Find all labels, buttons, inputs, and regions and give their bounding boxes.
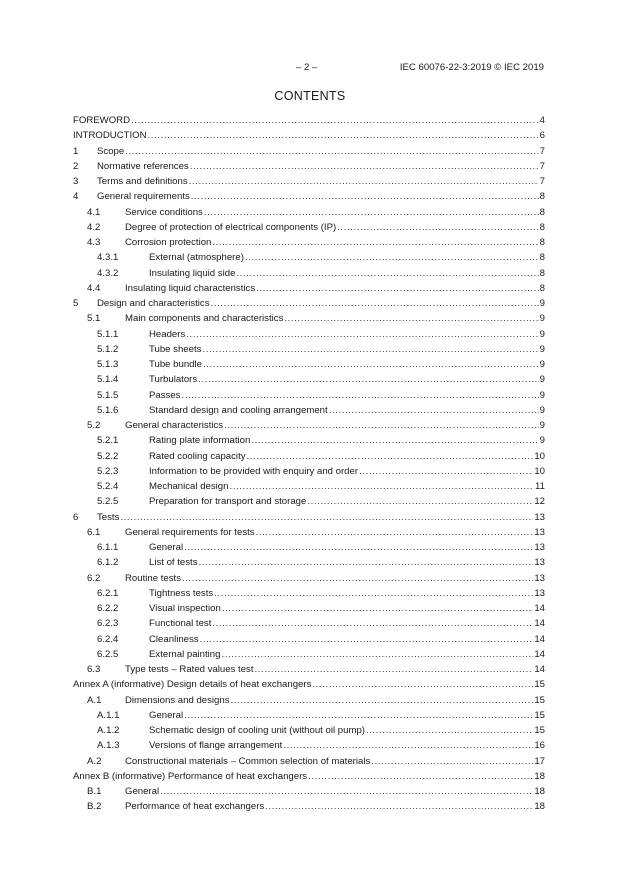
toc-dot-leader: [283, 738, 533, 753]
toc-entry-title: Corrosion protection: [125, 235, 212, 250]
toc-entry-page: 13: [533, 571, 545, 586]
toc-entry-page: 8: [539, 235, 545, 250]
toc-entry-page: 14: [533, 632, 545, 647]
standard-reference: IEC 60076-22-3:2019 © IEC 2019: [399, 62, 544, 73]
toc-entry-title: General: [125, 784, 160, 799]
toc-entry-page: 9: [539, 372, 545, 387]
toc-entry-number: A.1.3: [97, 740, 120, 752]
toc-entry-page: 12: [533, 494, 545, 509]
toc-entry-page: 6: [539, 128, 545, 143]
toc-entry-title: Performance of heat exchangers: [125, 799, 265, 814]
toc-entry-page: 9: [539, 311, 545, 326]
toc-entry-title: Headers: [149, 327, 186, 342]
toc-entry-page: 9: [539, 418, 545, 433]
toc-entry-title: Routine tests: [125, 571, 182, 586]
toc-entry-number: 4.3.2: [97, 267, 119, 279]
toc-dot-leader: [199, 555, 534, 570]
toc-entry-page: 8: [539, 189, 545, 204]
toc-entry-number: 6.2: [87, 572, 101, 584]
toc-dot-leader: [186, 327, 538, 342]
toc-entry-number: 6: [73, 511, 79, 523]
toc-entry-page: 9: [539, 403, 545, 418]
toc-dot-leader: [256, 281, 539, 296]
toc-dot-leader: [203, 357, 539, 372]
toc-entry[interactable]: [73, 342, 545, 357]
toc-entry-page: 13: [533, 525, 545, 540]
toc-entry-page: 18: [533, 799, 545, 814]
toc-entry[interactable]: [73, 784, 545, 799]
toc-dot-leader: [212, 235, 538, 250]
toc-entry-title: Dimensions and designs: [125, 693, 231, 708]
toc-entry-title: Main components and characteristics: [125, 311, 284, 326]
toc-entry[interactable]: [73, 311, 545, 326]
toc-entry-page: 15: [533, 693, 545, 708]
toc-entry-number: 2: [73, 160, 79, 172]
toc-entry-title: General: [149, 540, 184, 555]
toc-entry-page: 15: [533, 708, 545, 723]
toc-dot-leader: [284, 311, 538, 326]
toc-entry-number: 4.2: [87, 221, 101, 233]
toc-entry-number: A.1.2: [97, 725, 120, 736]
toc-dot-leader: [182, 571, 533, 586]
toc-entry[interactable]: [73, 616, 545, 631]
toc-entry-title: Design and characteristics: [97, 296, 211, 311]
toc-entry-number: 5.2.4: [97, 481, 119, 492]
toc-entry-page: 13: [533, 540, 545, 555]
toc-entry-page: 10: [533, 449, 545, 464]
toc-entry-page: 7: [539, 174, 545, 189]
toc-entry-page: 11: [534, 479, 545, 494]
toc-entry-page: 9: [539, 388, 545, 403]
toc-dot-leader: [236, 266, 538, 281]
toc-entry[interactable]: [73, 494, 545, 509]
toc-entry-title: Constructional materials – Common selection of materials: [125, 754, 371, 769]
toc-entry-number: 3: [73, 176, 79, 187]
toc-dot-leader: [359, 464, 533, 479]
toc-entry-number: 1: [73, 145, 79, 157]
toc-dot-leader: [184, 708, 533, 723]
toc-dot-leader: [231, 693, 534, 708]
toc-entry[interactable]: [73, 708, 545, 723]
toc-entry-title: Visual inspection: [149, 601, 222, 616]
toc-dot-leader: [308, 769, 533, 784]
toc-entry-number: 5.1.4: [97, 374, 119, 386]
toc-entry-title: Tube bundle: [149, 357, 203, 372]
toc-entry-number: 5.2.3: [97, 465, 119, 477]
toc-entry-number: 5.2.2: [97, 450, 119, 462]
toc-entry[interactable]: [73, 449, 545, 464]
toc-entry-title: Terms and definitions: [97, 174, 189, 189]
toc-entry-page: 18: [533, 769, 545, 784]
toc-entry-number: 4.1: [87, 206, 101, 218]
toc-entry[interactable]: [73, 647, 545, 662]
toc-entry[interactable]: [73, 372, 545, 387]
toc-entry-number: 5.1.3: [97, 359, 119, 370]
toc-entry-number: 6.1: [87, 526, 101, 538]
toc-entry-page: 14: [533, 616, 545, 631]
toc-entry[interactable]: [73, 571, 545, 586]
toc-entry-page: 13: [533, 510, 545, 525]
toc-entry[interactable]: [73, 586, 545, 601]
toc-entry-number: A.1: [87, 694, 102, 706]
toc-dot-leader: [312, 677, 533, 692]
toc-entry[interactable]: [73, 464, 545, 479]
toc-entry[interactable]: [73, 174, 545, 189]
toc-entry[interactable]: [73, 601, 545, 616]
toc-entry-title: Preparation for transport and storage: [149, 494, 307, 509]
toc-entry-title: Annex B (informative) Performance of heat exchangers: [73, 769, 308, 784]
toc-entry[interactable]: [73, 113, 545, 128]
toc-entry[interactable]: [73, 159, 545, 174]
toc-entry-number: 6.1.1: [97, 542, 119, 553]
toc-entry[interactable]: [73, 540, 545, 555]
toc-entry-page: 8: [539, 250, 545, 265]
toc-entry[interactable]: [73, 357, 545, 372]
toc-entry[interactable]: [73, 296, 545, 311]
toc-dot-leader: [256, 525, 534, 540]
toc-entry[interactable]: [73, 418, 545, 433]
toc-entry-title: INTRODUCTION: [73, 128, 148, 143]
toc-entry-number: B.2: [87, 801, 102, 813]
toc-entry-number: A.2: [87, 755, 102, 767]
toc-entry-title: Scope: [97, 144, 125, 159]
toc-entry-page: 9: [539, 433, 545, 448]
toc-entry-title: Turbulators: [149, 372, 198, 387]
toc-entry-number: 5.1.6: [97, 404, 119, 416]
toc-dot-leader: [202, 342, 538, 357]
toc-entry-title: Tests: [97, 510, 120, 525]
toc-entry-title: Functional test: [149, 616, 212, 631]
toc-entry-number: 6.3: [87, 664, 101, 675]
toc-entry[interactable]: [73, 769, 545, 784]
toc-entry[interactable]: [73, 403, 545, 418]
toc-entry-title: Tube sheets: [149, 342, 202, 357]
toc-entry-number: B.1: [87, 786, 102, 797]
toc-entry[interactable]: [73, 235, 545, 250]
toc-entry-title: Annex A (informative) Design details of heat exchangers: [73, 677, 312, 692]
toc-entry-number: 6.1.2: [97, 557, 119, 569]
toc-entry-title: General: [149, 708, 184, 723]
toc-dot-leader: [307, 494, 533, 509]
toc-dot-leader: [204, 205, 539, 220]
toc-dot-leader: [229, 479, 534, 494]
toc-entry-title: Passes: [149, 388, 181, 403]
toc-entry[interactable]: [73, 754, 545, 769]
toc-entry-title: External (atmosphere): [149, 250, 245, 265]
toc-entry[interactable]: [73, 555, 545, 570]
toc-entry-number: 4.4: [87, 282, 101, 294]
page-title: CONTENTS: [274, 89, 346, 103]
toc-entry-page: 7: [539, 159, 545, 174]
toc-entry-page: 8: [539, 281, 545, 296]
toc-dot-leader: [160, 784, 533, 799]
toc-entry-page: 17: [533, 754, 545, 769]
toc-entry-title: General requirements for tests: [125, 525, 256, 540]
toc-dot-leader: [329, 403, 539, 418]
toc-entry-number: 5.2.1: [97, 435, 119, 447]
toc-dot-leader: [200, 632, 534, 647]
toc-entry-number: 4.3.1: [97, 252, 119, 264]
toc-entry-page: 18: [533, 784, 545, 799]
toc-dot-leader: [214, 586, 533, 601]
toc-entry-number: 5: [73, 298, 79, 309]
toc-entry[interactable]: [73, 189, 545, 204]
toc-entry-title: Schematic design of cooling unit (without oil pump): [149, 723, 366, 738]
toc-entry-page: 10: [533, 464, 545, 479]
toc-entry[interactable]: [73, 205, 545, 220]
toc-entry-number: 5.1.5: [97, 389, 119, 401]
toc-entry-title: General characteristics: [125, 418, 224, 433]
toc-entry[interactable]: [73, 327, 545, 342]
toc-entry-title: General requirements: [97, 189, 191, 204]
toc-entry-title: Tightness tests: [149, 586, 214, 601]
toc-entry-number: 5.1.2: [97, 343, 119, 355]
toc-entry-page: 14: [533, 662, 545, 677]
toc-entry-number: A.1.1: [97, 709, 120, 721]
toc-dot-leader: [184, 540, 533, 555]
toc-dot-leader: [120, 510, 533, 525]
toc-entry-page: 9: [539, 327, 545, 342]
toc-entry-page: 7: [539, 144, 545, 159]
toc-entry-title: List of tests: [149, 555, 199, 570]
toc-dot-leader: [337, 220, 538, 235]
page-number: – 2 –: [296, 62, 318, 73]
toc-entry[interactable]: [73, 632, 545, 647]
toc-entry-title: Service conditions: [125, 205, 204, 220]
toc-entry-title: External painting: [149, 647, 221, 662]
toc-entry-page: 13: [533, 586, 545, 601]
toc-entry-title: Degree of protection of electrical components (IP): [125, 220, 337, 235]
toc-entry-page: 14: [533, 647, 545, 662]
toc-dot-leader: [211, 296, 539, 311]
toc-entry[interactable]: [73, 479, 545, 494]
toc-entry-page: 9: [539, 357, 545, 372]
toc-entry-page: 8: [539, 266, 545, 281]
toc-entry-number: 6.2.2: [97, 603, 119, 614]
toc-entry-page: 16: [533, 738, 545, 753]
toc-entry[interactable]: [73, 128, 545, 143]
toc-entry[interactable]: [73, 281, 545, 296]
toc-entry[interactable]: [73, 738, 545, 753]
toc-entry[interactable]: [73, 693, 545, 708]
toc-entry-page: 9: [539, 296, 545, 311]
toc-dot-leader: [191, 189, 539, 204]
toc-dot-leader: [189, 174, 539, 189]
toc-entry-title: Insulating liquid side: [149, 266, 236, 281]
toc-dot-leader: [247, 449, 534, 464]
toc-dot-leader: [371, 754, 533, 769]
toc-entry[interactable]: [73, 433, 545, 448]
toc-entry-page: 9: [539, 342, 545, 357]
toc-entry[interactable]: [73, 525, 545, 540]
toc-entry[interactable]: [73, 250, 545, 265]
toc-entry-number: 6.2.3: [97, 618, 119, 630]
toc-entry-title: Type tests – Rated values test: [125, 662, 255, 677]
toc-dot-leader: [221, 647, 533, 662]
toc-entry[interactable]: [73, 266, 545, 281]
toc-dot-leader: [148, 128, 539, 143]
toc-dot-leader: [190, 159, 539, 174]
toc-entry-title: Rated cooling capacity: [149, 449, 247, 464]
toc-entry[interactable]: [73, 144, 545, 159]
toc-entry[interactable]: [73, 388, 545, 403]
toc-dot-leader: [245, 250, 539, 265]
toc-entry-title: FOREWORD: [73, 113, 131, 128]
toc-entry[interactable]: [73, 723, 545, 738]
toc-entry[interactable]: [73, 510, 545, 525]
toc-entry-page: 14: [533, 601, 545, 616]
toc-entry-number: 5.2: [87, 420, 101, 431]
toc-entry-title: Versions of flange arrangement: [149, 738, 283, 753]
toc-entry-title: Insulating liquid characteristics: [125, 281, 256, 296]
toc-entry-number: 4.3: [87, 237, 101, 248]
toc-entry-page: 13: [533, 555, 545, 570]
toc-dot-leader: [265, 799, 533, 814]
toc-entry-number: 6.2.4: [97, 633, 119, 645]
toc-entry-number: 6.2.1: [97, 587, 119, 599]
toc-entry-title: Information to be provided with enquiry and order: [149, 464, 359, 479]
toc-entry[interactable]: [73, 220, 545, 235]
toc-entry-number: 4: [73, 191, 79, 203]
toc-entry-title: Mechanical design: [149, 479, 229, 494]
toc-entry[interactable]: [73, 662, 545, 677]
page-header: [0, 62, 620, 74]
toc-dot-leader: [131, 113, 539, 128]
toc-entry-number: 5.1: [87, 313, 101, 325]
toc-entry[interactable]: [73, 799, 545, 814]
toc-dot-leader: [366, 723, 533, 738]
toc-entry-number: 5.2.5: [97, 496, 119, 508]
toc-entry-page: 8: [539, 220, 545, 235]
toc-entry-page: 15: [533, 677, 545, 692]
toc-entry-title: Rating plate information: [149, 433, 251, 448]
toc-entry-page: 4: [539, 113, 545, 128]
toc-dot-leader: [255, 662, 534, 677]
table-of-contents: [73, 113, 545, 815]
toc-entry-title: Normative references: [97, 159, 190, 174]
toc-dot-leader: [251, 433, 538, 448]
toc-entry-page: 8: [539, 205, 545, 220]
toc-dot-leader: [198, 372, 538, 387]
toc-dot-leader: [222, 601, 534, 616]
toc-entry[interactable]: [73, 677, 545, 692]
toc-dot-leader: [125, 144, 538, 159]
toc-entry-number: 6.2.5: [97, 648, 119, 660]
toc-dot-leader: [181, 388, 538, 403]
toc-entry-number: 5.1.1: [97, 328, 119, 340]
toc-entry-title: Standard design and cooling arrangement: [149, 403, 329, 418]
toc-entry-page: 15: [533, 723, 545, 738]
toc-entry-title: Cleanliness: [149, 632, 200, 647]
toc-dot-leader: [224, 418, 539, 433]
toc-dot-leader: [212, 616, 533, 631]
